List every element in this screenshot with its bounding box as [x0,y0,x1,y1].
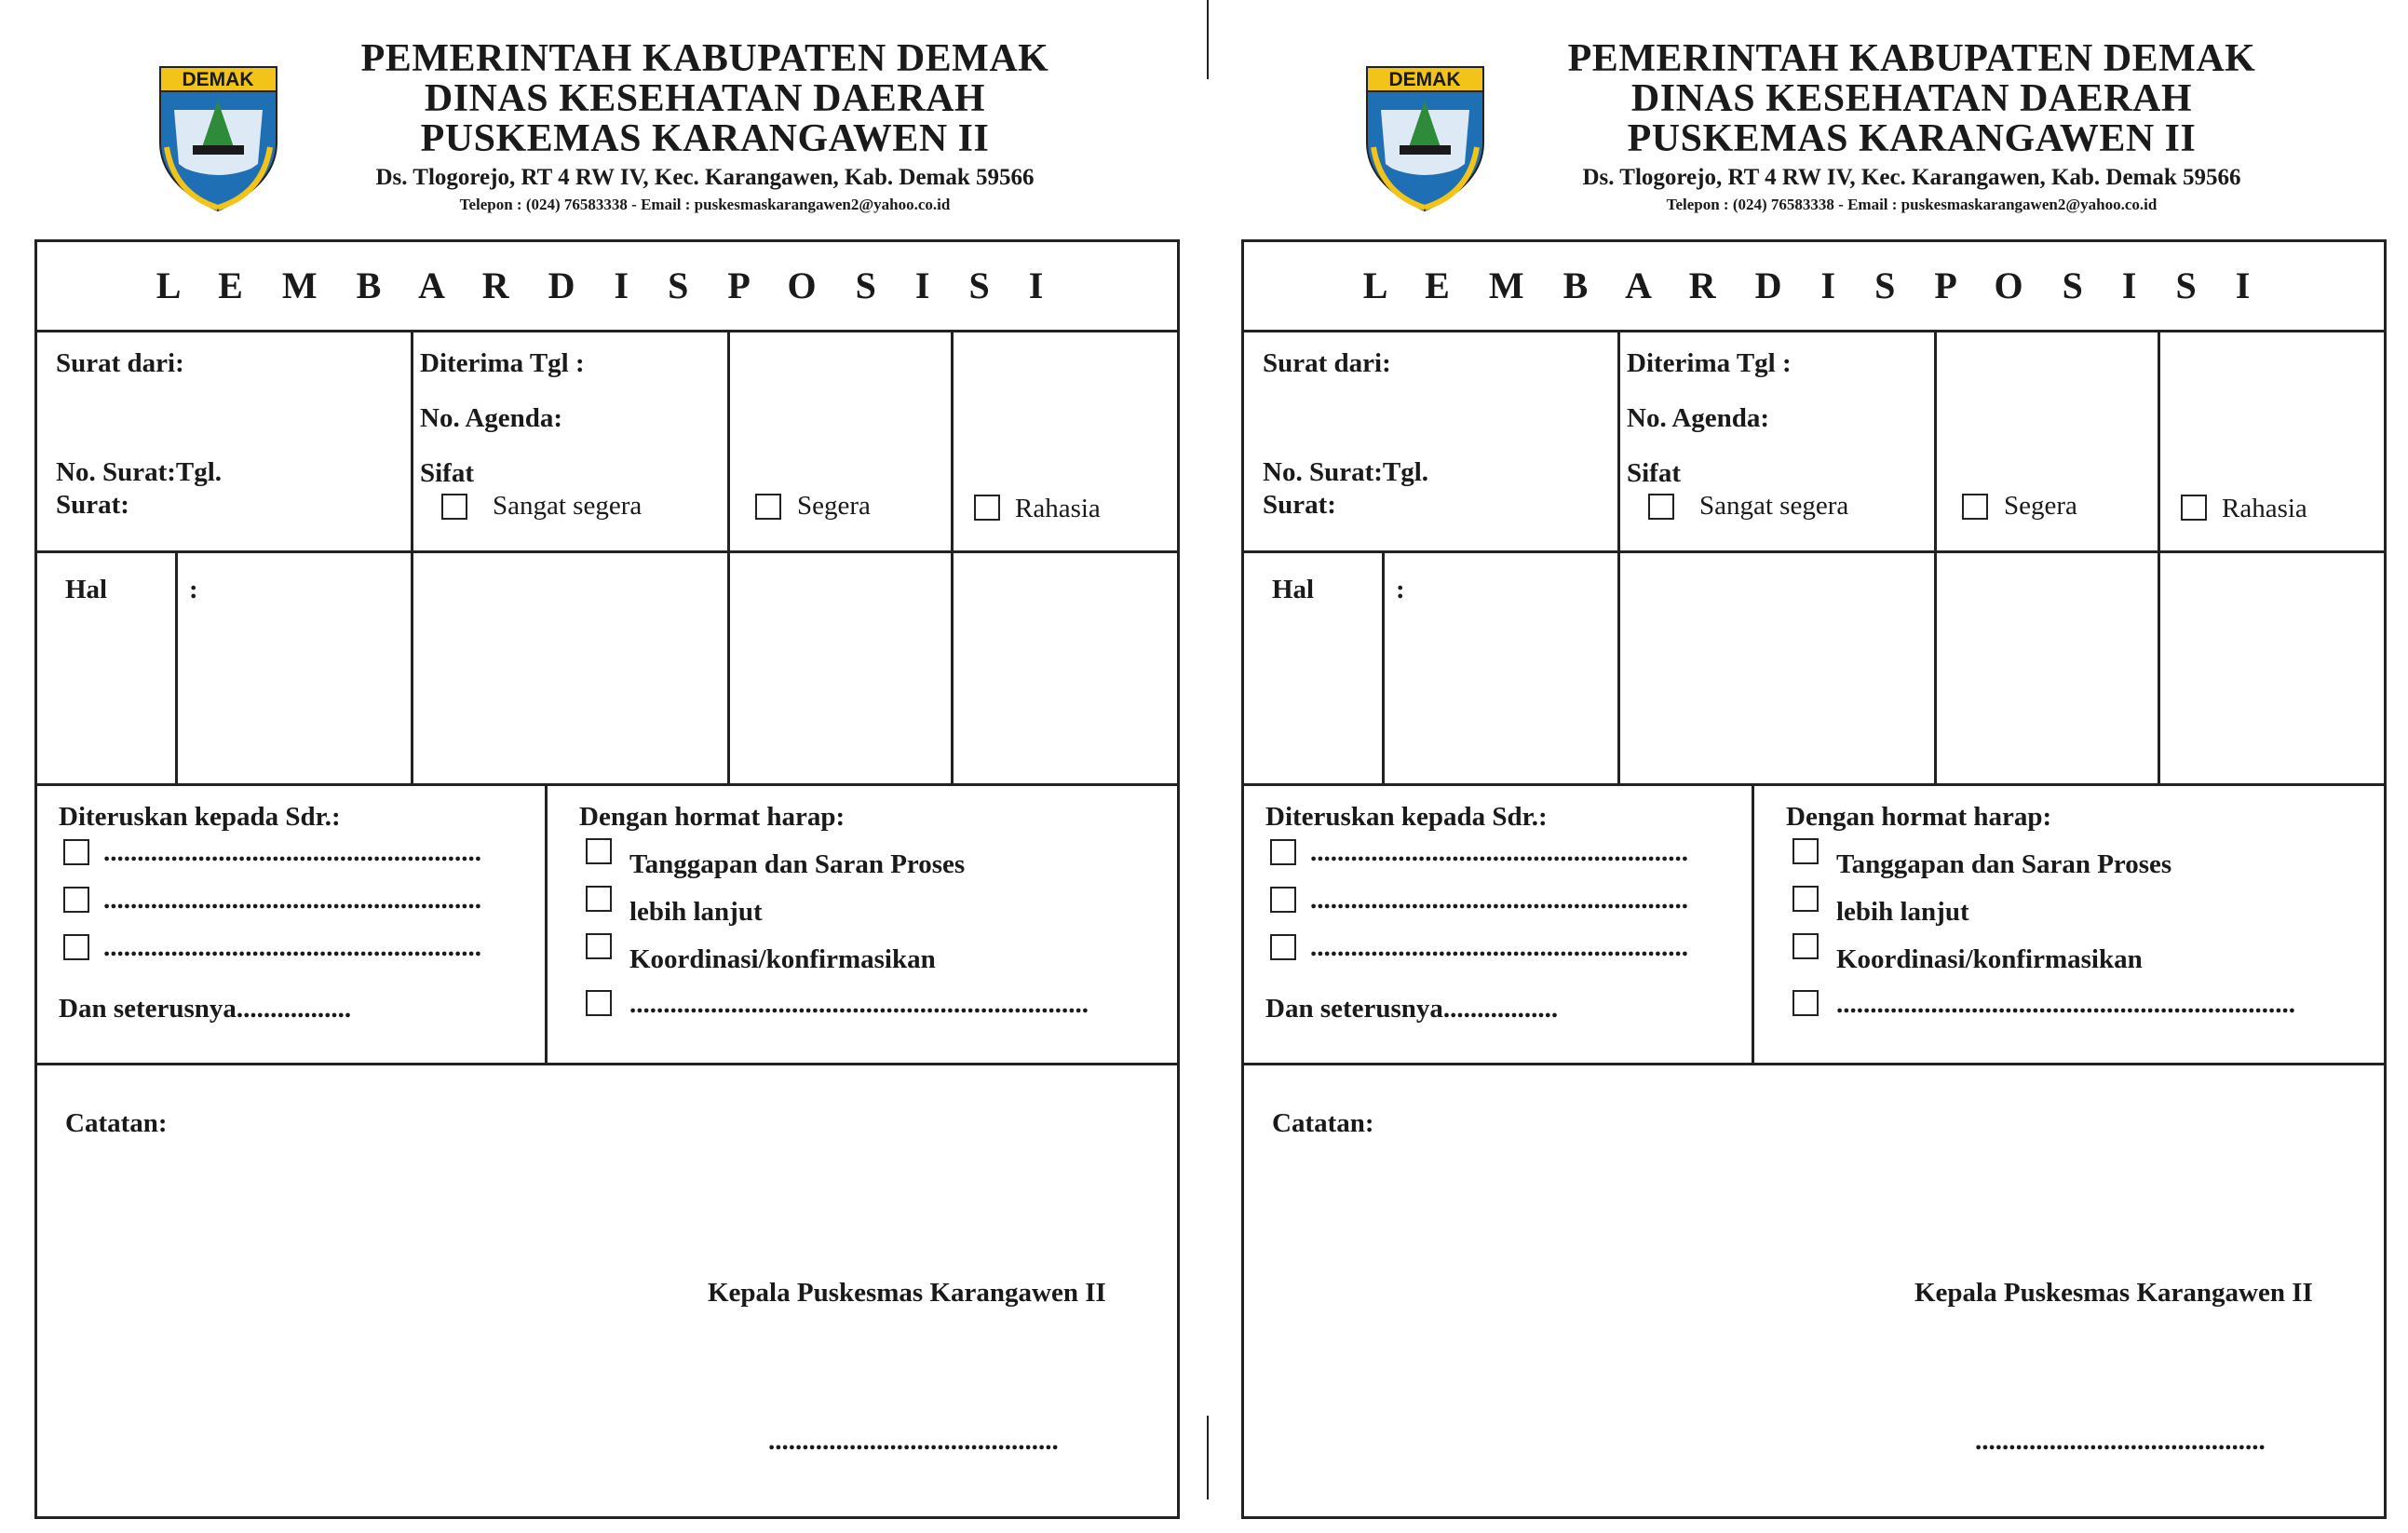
tanggapan-checkbox[interactable] [1792,838,1819,864]
segera-checkbox[interactable] [755,494,781,520]
kepala-label: Kepala Puskesmas Karangawen II [1914,1278,2313,1308]
divider [37,783,1177,786]
logo-text: DEMAK [182,69,254,90]
divider [37,550,1177,553]
no-surat-label: No. Surat:Tgl. [56,457,223,487]
other-action-dots: .................................................................... [1836,989,2295,1019]
demak-logo [1362,54,1488,212]
divider [951,330,954,786]
hal-colon: : [189,575,198,604]
surat-label: Surat: [56,490,129,520]
divider [1244,783,2384,786]
recipient-2-checkbox[interactable] [63,887,89,913]
sangat-segera-label: Sangat segera [493,491,643,521]
divider [411,330,413,786]
recipient-3-checkbox[interactable] [1270,934,1296,960]
header-contact: Telepon : (024) 76583338 - Email : puskesmaskarangawen2@yahoo.co.id [459,196,951,213]
lebih-lanjut-checkbox[interactable] [1792,886,1819,912]
catatan-label: Catatan: [65,1108,168,1138]
header-line-3: PUSKEMAS KARANGAWEN II [420,117,990,160]
header-line-1: PEMERINTAH KABUPATEN DEMAK [1567,37,2256,80]
tanggapan-label: Tanggapan dan Saran Proses [629,849,966,879]
divider [1617,330,1620,786]
header-contact: Telepon : (024) 76583338 - Email : puskesmaskarangawen2@yahoo.co.id [1666,196,2158,213]
diteruskan-label: Diteruskan kepada Sdr.: [59,802,341,832]
rahasia-label: Rahasia [2222,494,2307,523]
sifat-label: Sifat [420,458,474,488]
lebih-lanjut-label: lebih lanjut [629,897,763,927]
recipient-1-checkbox[interactable] [1270,839,1296,865]
header-line-3: PUSKEMAS KARANGAWEN II [1627,117,2197,160]
lebih-lanjut-checkbox[interactable] [586,886,612,912]
sifat-label: Sifat [1627,458,1681,488]
segera-label: Segera [797,491,871,521]
sangat-segera-checkbox[interactable] [441,494,467,520]
recipient-1-dots: ........................................................ [103,837,481,867]
diteruskan-label: Diteruskan kepada Sdr.: [1265,802,1548,832]
divider [727,330,730,786]
disposition-form [34,239,1180,1519]
no-surat-label: No. Surat:Tgl. [1263,457,1429,487]
divider [37,1063,1177,1065]
divider [1934,330,1937,786]
header-line-2: DINAS KESEHATAN DAERAH [424,77,986,120]
segera-label: Segera [2004,491,2077,521]
recipient-1-checkbox[interactable] [63,839,89,865]
header-line-1: PEMERINTAH KABUPATEN DEMAK [360,37,1049,80]
other-action-checkbox[interactable] [1792,990,1819,1016]
rahasia-checkbox[interactable] [974,495,1000,521]
header-line-2: DINAS KESEHATAN DAERAH [1630,77,2193,120]
recipient-3-dots: ........................................................ [103,932,481,962]
kepala-label: Kepala Puskesmas Karangawen II [708,1278,1106,1308]
recipient-2-dots: ........................................................ [1310,885,1688,915]
rahasia-label: Rahasia [1015,494,1101,523]
other-action-checkbox[interactable] [586,990,612,1016]
divider [1244,1063,2384,1065]
divider [1244,550,2384,553]
form-title: L E M B A R D I S P O S I S I [156,265,1059,306]
form-title: L E M B A R D I S P O S I S I [1362,265,2266,306]
logo-text: DEMAK [1388,69,1461,90]
segera-checkbox[interactable] [1962,494,1988,520]
recipient-2-checkbox[interactable] [1270,887,1296,913]
other-action-dots: .................................................................... [629,989,1089,1019]
tanggapan-label: Tanggapan dan Saran Proses [1836,849,2172,879]
surat-label: Surat: [1263,490,1336,520]
divider [175,550,178,786]
sangat-segera-checkbox[interactable] [1648,494,1674,520]
diterima-tgl-label: Diterima Tgl : [420,348,585,378]
divider [1244,330,2384,332]
recipient-3-checkbox[interactable] [63,934,89,960]
disposition-sheet-left [34,0,1180,1533]
koordinasi-label: Koordinasi/konfirmasikan [629,944,936,974]
recipient-3-dots: ........................................................ [1310,932,1688,962]
diterima-tgl-label: Diterima Tgl : [1627,348,1792,378]
hal-label: Hal [65,575,108,604]
recipient-2-dots: ........................................................ [103,885,481,915]
divider [1752,783,1754,1065]
dengan-hormat-label: Dengan hormat harap: [579,802,846,832]
tanggapan-checkbox[interactable] [586,838,612,864]
header-address: Ds. Tlogorejo, RT 4 RW IV, Kec. Karangawen, Kab. Demak 59566 [375,165,1035,190]
divider [1382,550,1385,786]
demak-logo [156,54,281,212]
no-agenda-label: No. Agenda: [1627,403,1770,433]
koordinasi-label: Koordinasi/konfirmasikan [1836,944,2143,974]
header-address: Ds. Tlogorejo, RT 4 RW IV, Kec. Karangawen, Kab. Demak 59566 [1582,165,2241,190]
surat-dari-label: Surat dari: [1263,348,1391,378]
catatan-label: Catatan: [1272,1108,1374,1138]
cut-line-top [1207,0,1209,79]
disposition-sheet-right [1241,0,2387,1533]
koordinasi-checkbox[interactable] [586,933,612,959]
recipient-1-dots: ........................................................ [1310,837,1688,867]
signature-line: ........................................... [1975,1426,2266,1456]
no-agenda-label: No. Agenda: [420,403,563,433]
dan-seterusnya-label: Dan seterusnya................. [1265,994,1559,1024]
surat-dari-label: Surat dari: [56,348,184,378]
disposition-form [1241,239,2387,1519]
hal-colon: : [1396,575,1405,604]
dan-seterusnya-label: Dan seterusnya................. [59,994,352,1024]
divider [37,330,1177,332]
cut-line-bottom [1207,1416,1209,1499]
sangat-segera-label: Sangat segera [1699,491,1849,521]
dengan-hormat-label: Dengan hormat harap: [1786,802,2052,832]
hal-label: Hal [1272,575,1315,604]
koordinasi-checkbox[interactable] [1792,933,1819,959]
lebih-lanjut-label: lebih lanjut [1836,897,1969,927]
signature-line: ........................................... [768,1426,1059,1456]
rahasia-checkbox[interactable] [2181,495,2207,521]
divider [545,783,548,1065]
divider [2158,330,2160,786]
